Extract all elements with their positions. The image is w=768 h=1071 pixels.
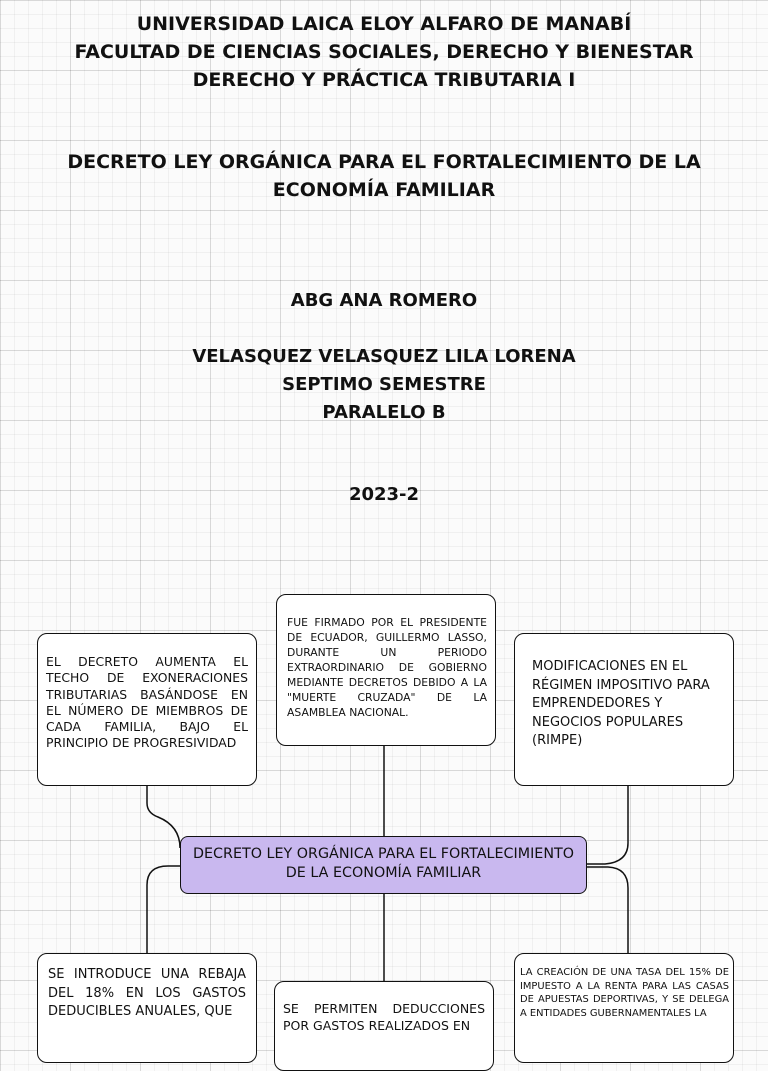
node-betting-tax: LA CREACIÓN DE UNA TASA DEL 15% DE IMPUESTO A LA RENTA PARA LAS CASAS DE APUESTAS DEPORTIVAS, Y SE DELEGA A ENTIDADES GUBERNAMENTALES LA [514,953,734,1063]
node-family-exemptions: EL DECRETO AUMENTA EL TECHO DE EXONERACIONES TRIBUTARIAS BASÁNDOSE EN EL NÚMERO DE MIEMBROS DE CADA FAMILIA, BAJO EL PRINCIPIO DE PROGRESIVIDAD [37,633,257,786]
node-deductible-expenses: SE INTRODUCE UNA REBAJA DEL 18% EN LOS GASTOS DEDUCIBLES ANUALES, QUE [37,953,257,1063]
connector-left [147,786,180,848]
node-deductions: SE PERMITEN DEDUCCIONES POR GASTOS REALIZADOS EN [274,981,494,1071]
document-title: DECRETO LEY ORGÁNICA PARA EL FORTALECIMIENTO DE LA ECONOMÍA FAMILIAR [67,151,701,201]
group: PARALELO B [322,402,446,423]
author-name: VELASQUEZ VELASQUEZ LILA LORENA [192,346,576,367]
teacher-name: ABG ANA ROMERO [290,290,478,311]
connector-right [587,786,628,864]
connector-bottom-right [587,867,628,953]
node-rimpe-changes: MODIFICACIONES EN EL RÉGIMEN IMPOSITIVO PARA EMPRENDEDORES Y NEGOCIOS POPULARES (RIMPE) [514,633,734,786]
connector-bottom-left [147,866,180,953]
central-topic-node: DECRETO LEY ORGÁNICA PARA EL FORTALECIMIENTO DE LA ECONOMÍA FAMILIAR [180,836,587,894]
university-header [0,10,768,94]
course-name: DERECHO Y PRÁCTICA TRIBUTARIA I [192,69,576,91]
faculty-name: FACULTAD DE CIENCIAS SOCIALES, DERECHO Y BIENESTAR [74,41,694,63]
university-name: UNIVERSIDAD LAICA ELOY ALFARO DE MANABÍ [136,13,632,35]
author-block [0,343,768,427]
semester: SEPTIMO SEMESTRE [282,374,486,395]
node-signing-context: FUE FIRMADO POR EL PRESIDENTE DE ECUADOR, GUILLERMO LASSO, DURANTE UN PERIODO EXTRAORDINARIO DE GOBIERNO MEDIANTE DECRETOS DEBIDO A LA "MUERTE CRUZADA" DE LA ASAMBLEA NACIONAL. [276,594,496,746]
academic-year: 2023-2 [348,484,420,505]
